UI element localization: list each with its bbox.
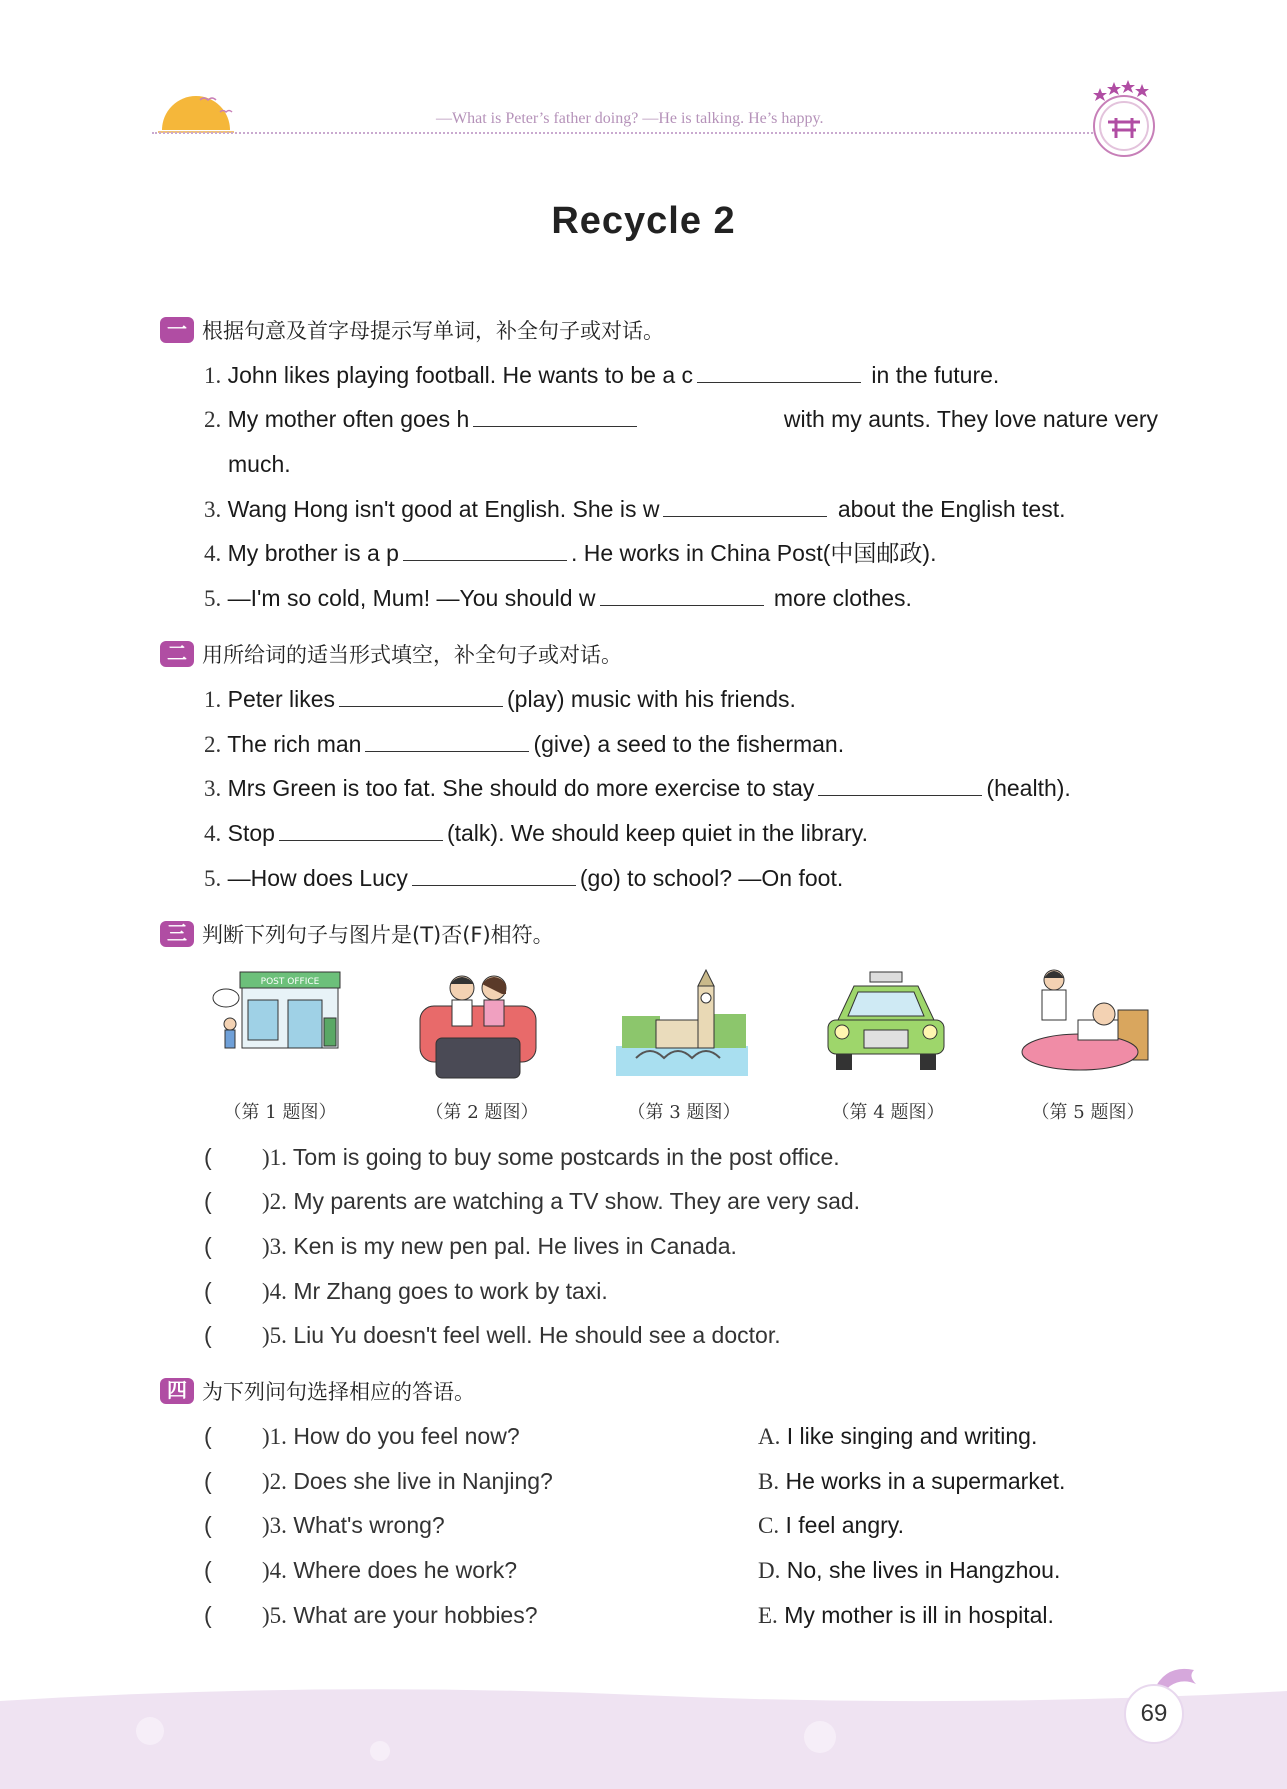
section-1-heading [160,316,664,344]
header-divider [152,132,1097,134]
answer-paren[interactable]: ( [204,1423,212,1449]
answer-paren[interactable]: ( [204,1602,212,1628]
section-2-badge: 二 [160,641,194,667]
s4-question-5: ( )5. What are your hobbies? [204,1602,538,1628]
s4-question-3: ( )3. What's wrong? [204,1512,445,1538]
s1-item-2-cont: much. [228,451,291,477]
s4-option-a: A. I like singing and writing. [758,1423,1038,1449]
family-watching-tv-illustration [412,966,544,1082]
answer-paren[interactable]: ( [204,1468,212,1494]
s2-item-3: 3. Mrs Green is too fat. She should do more exercise to stay (health). [204,775,1071,801]
section-1-badge: 一 [160,317,194,343]
answer-blank[interactable] [339,684,503,707]
s4-option-e: E. My mother is ill in hospital. [758,1602,1054,1628]
s3-item-3: ( )3. Ken is my new pen pal. He lives in Canada. [204,1233,737,1259]
answer-blank[interactable] [365,729,529,752]
s4-question-4: ( )4. Where does he work? [204,1557,518,1583]
s4-question-1: ( )1. How do you feel now? [204,1423,520,1449]
s4-question-2: ( )2. Does she live in Nanjing? [204,1468,553,1494]
answer-blank[interactable] [600,583,764,606]
section-2-title: 用所给词的适当形式填空，补全句子或对话。 [202,643,622,667]
section-4-title: 为下列问句选择相应的答语。 [202,1380,475,1404]
answer-paren[interactable]: ( [204,1278,212,1304]
doctor-patient-illustration [1018,966,1150,1082]
s3-item-2: ( )2. My parents are watching a TV show. They are very sad. [204,1188,861,1214]
answer-paren[interactable]: ( [204,1512,212,1538]
s4-option-c: C. I feel angry. [758,1512,904,1538]
section-3-title: 判断下列句子与图片是(T)否(F)相符。 [202,923,554,947]
s3-item-1: ( )1. Tom is going to buy some postcards in the post office. [204,1144,840,1170]
caption-3: （第 3 题图） [627,1102,741,1123]
answer-paren[interactable]: ( [204,1144,212,1170]
post-office-sign: POST OFFICE [260,977,320,987]
brand-logo-icon [1082,78,1166,166]
answer-blank[interactable] [403,538,567,561]
answer-blank[interactable] [473,404,637,427]
s1-item-2: 2. My mother often goes h with my aunts. They love nature very [204,406,1158,432]
answer-blank[interactable] [412,863,576,886]
footer-band [0,1681,1287,1789]
s1-item-4: 4. My brother is a p . He works in China Post(中国邮政). [204,540,937,566]
s3-item-5: ( )5. Liu Yu doesn't feel well. He should see a doctor. [204,1322,781,1348]
s4-option-b: B. He works in a supermarket. [758,1468,1066,1494]
answer-paren[interactable]: ( [204,1322,212,1348]
section-3-badge: 三 [160,921,194,947]
s4-option-d: D. No, she lives in Hangzhou. [758,1557,1061,1583]
page-title: Recycle 2 [551,200,736,242]
answer-paren[interactable]: ( [204,1557,212,1583]
section-4-badge: 四 [160,1378,194,1404]
caption-5: （第 5 题图） [1031,1102,1145,1123]
s2-item-5: 5. —How does Lucy (go) to school? —On foot. [204,865,844,891]
section-3-heading [160,920,554,948]
london-big-ben-illustration [616,966,748,1082]
s2-item-1: 1. Peter likes (play) music with his friends. [204,686,796,712]
answer-paren[interactable]: ( [204,1233,212,1259]
page-number: 69 [1124,1684,1184,1744]
sunset-icon [158,94,234,134]
s1-item-5: 5. —I'm so cold, Mum! —You should w more clothes. [204,585,912,611]
caption-1: （第 1 题图） [223,1102,337,1123]
answer-blank[interactable] [279,818,443,841]
caption-4: （第 4 题图） [831,1102,945,1123]
section-2-heading [160,640,622,668]
answer-paren[interactable]: ( [204,1188,212,1214]
answer-blank[interactable] [818,773,982,796]
answer-blank[interactable] [697,360,861,383]
header-quote: —What is Peter’s father doing? —He is talking. He’s happy. [436,110,824,127]
answer-blank[interactable] [663,494,827,517]
s2-item-2: 2. The rich man (give) a seed to the fisherman. [204,731,845,757]
post-office-illustration [212,966,344,1082]
s1-item-3: 3. Wang Hong isn't good at English. She is w about the English test. [204,496,1066,522]
section-1-title: 根据句意及首字母提示写单词，补全句子或对话。 [202,319,664,343]
section-4-heading [160,1377,475,1405]
taxi-illustration [820,966,952,1082]
caption-2: （第 2 题图） [425,1102,539,1123]
s2-item-4: 4. Stop (talk). We should keep quiet in the library. [204,820,868,846]
s3-item-4: ( )4. Mr Zhang goes to work by taxi. [204,1278,608,1304]
s1-item-1: 1. John likes playing football. He wants to be a c in the future. [204,362,1000,388]
